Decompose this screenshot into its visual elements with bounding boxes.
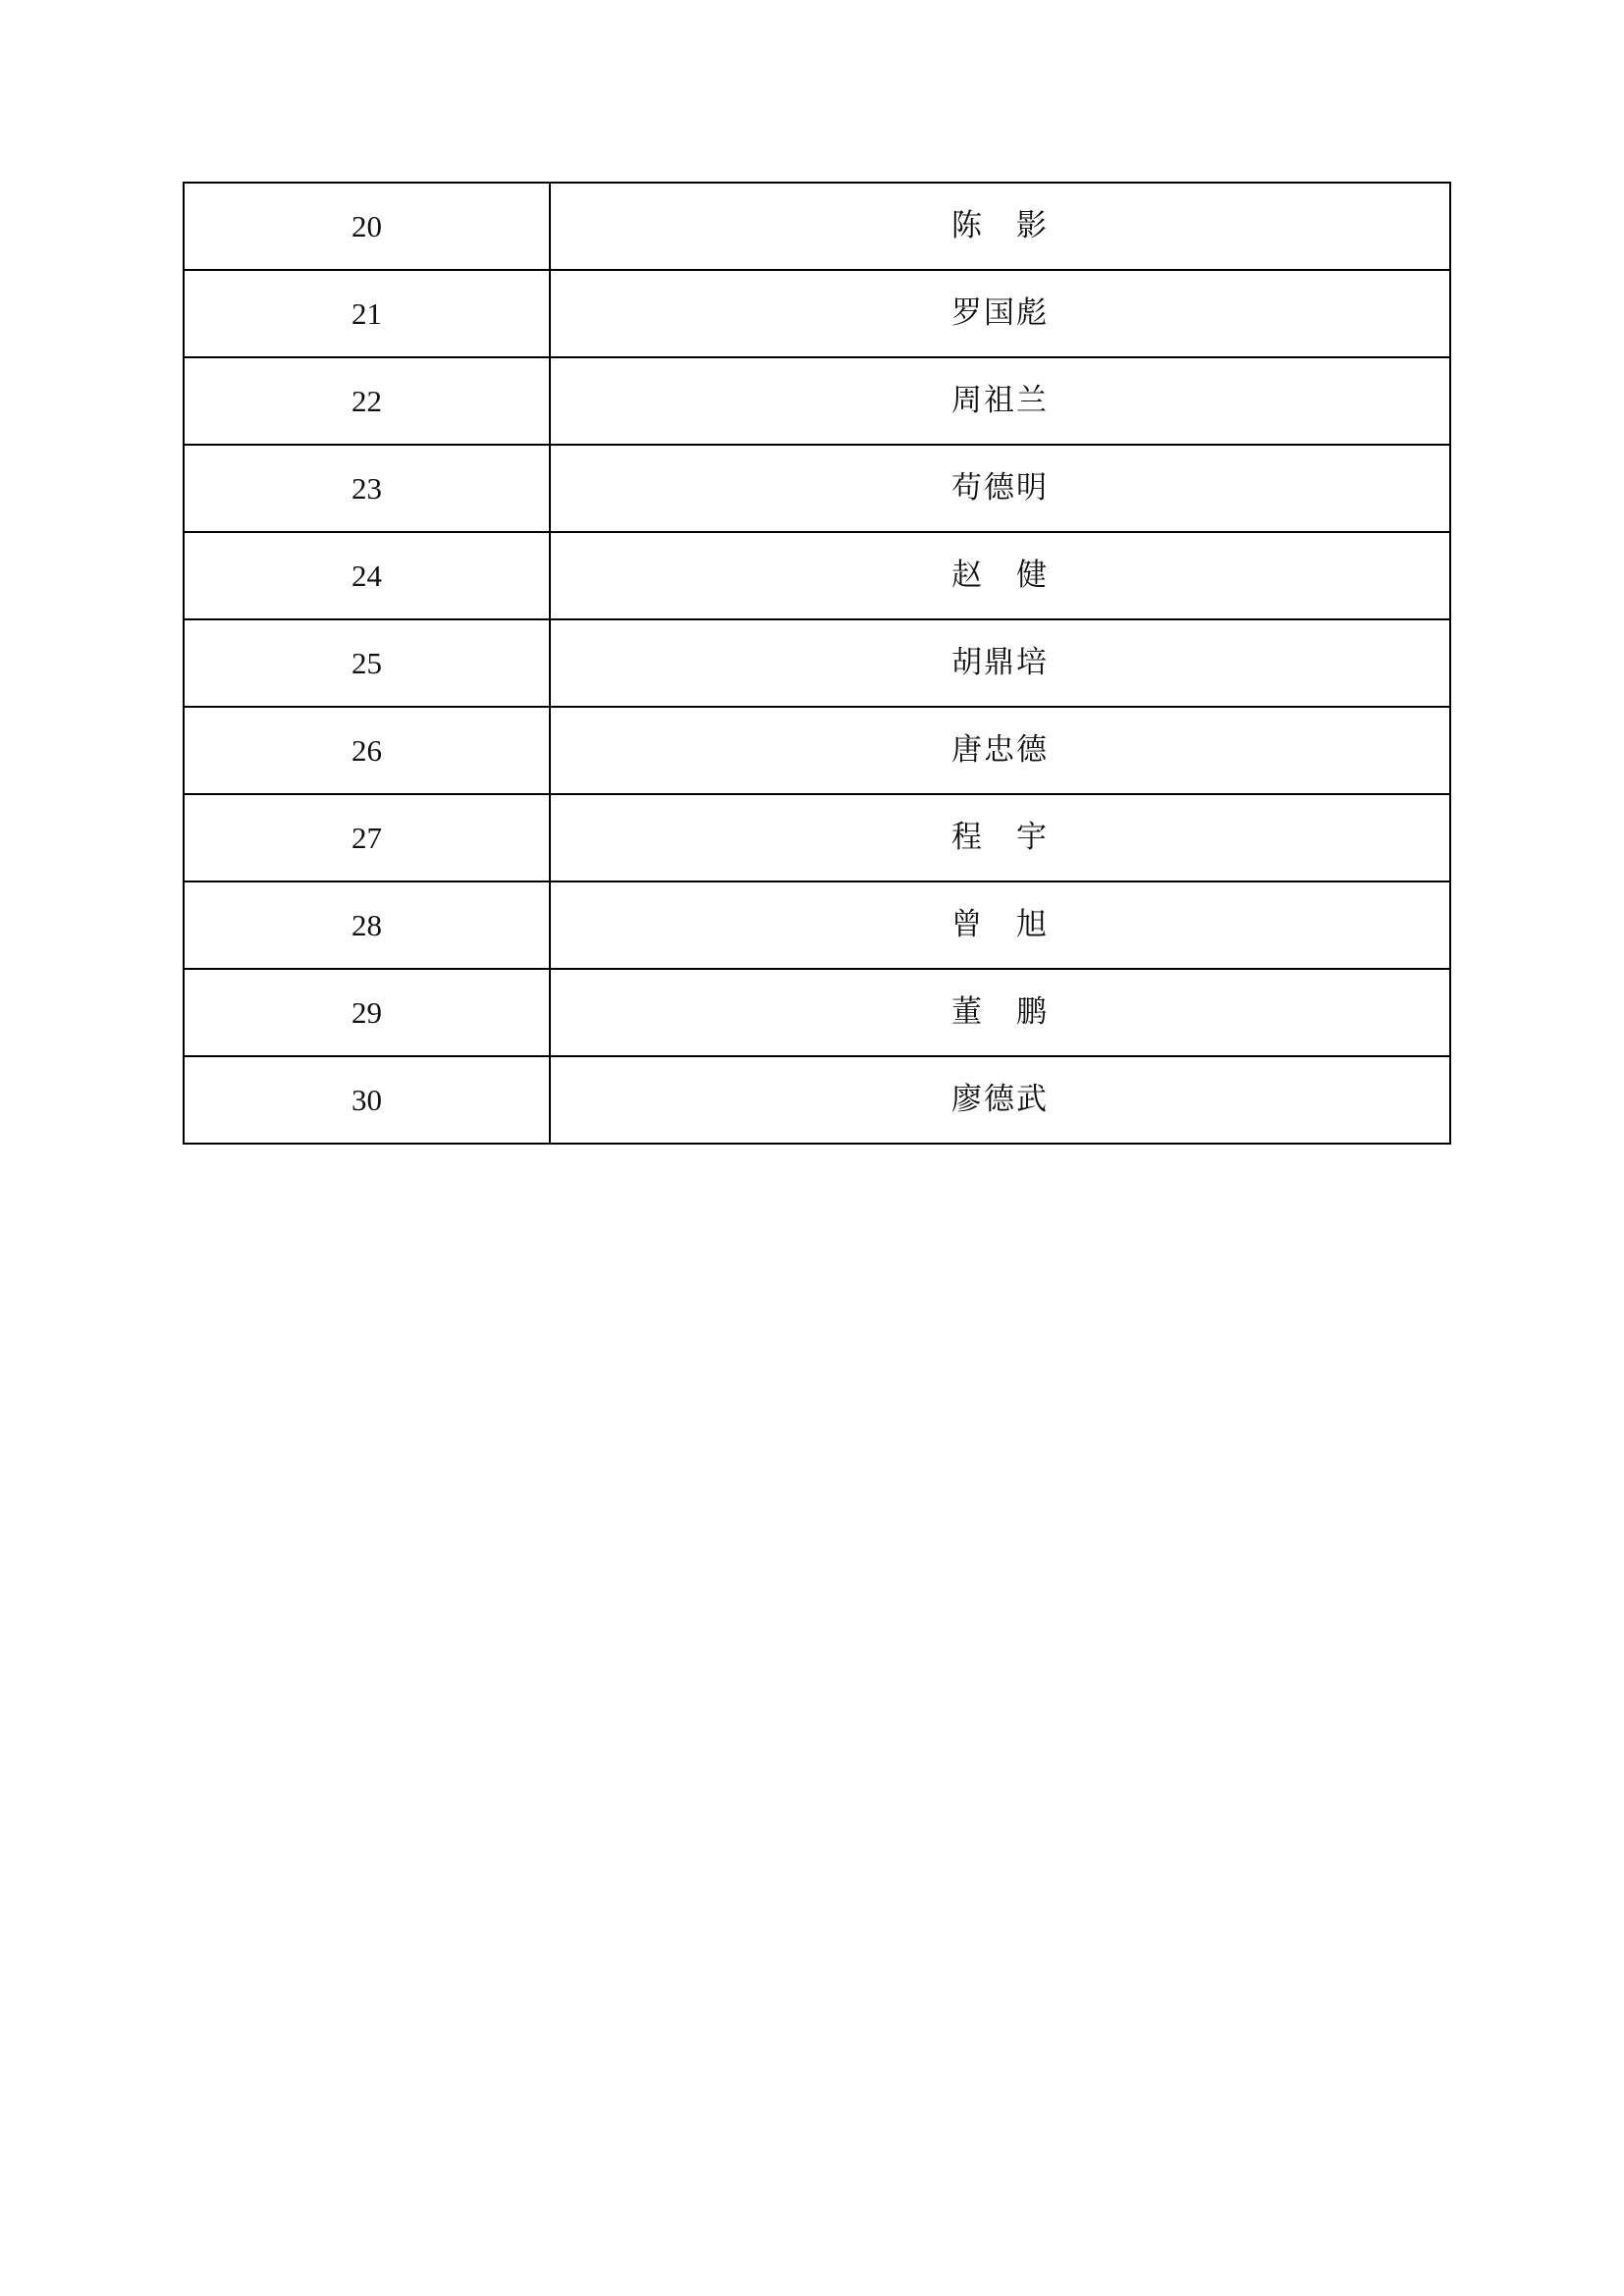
person-name-cell: 赵 健 <box>550 532 1450 619</box>
name-list-table <box>183 182 1451 1145</box>
table-row <box>184 707 1450 794</box>
row-number-cell: 21 <box>184 270 550 357</box>
person-name-cell: 廖德武 <box>550 1056 1450 1144</box>
person-name-cell: 陈 影 <box>550 183 1450 270</box>
row-number-cell: 25 <box>184 619 550 707</box>
row-number-cell: 26 <box>184 707 550 794</box>
row-number-cell: 20 <box>184 183 550 270</box>
person-name-cell: 苟德明 <box>550 445 1450 532</box>
row-number-cell: 24 <box>184 532 550 619</box>
row-number-cell: 28 <box>184 881 550 969</box>
person-name-cell: 程 宇 <box>550 794 1450 881</box>
person-name-cell: 唐忠德 <box>550 707 1450 794</box>
row-number-cell: 30 <box>184 1056 550 1144</box>
person-name-cell: 罗国彪 <box>550 270 1450 357</box>
row-number-cell: 23 <box>184 445 550 532</box>
row-number-cell: 22 <box>184 357 550 445</box>
table-row <box>184 794 1450 881</box>
table-row <box>184 969 1450 1056</box>
table-row <box>184 881 1450 969</box>
table-row <box>184 1056 1450 1144</box>
table-row <box>184 357 1450 445</box>
table-row <box>184 183 1450 270</box>
person-name-cell: 曾 旭 <box>550 881 1450 969</box>
row-number-cell: 29 <box>184 969 550 1056</box>
table-row <box>184 445 1450 532</box>
row-number-cell: 27 <box>184 794 550 881</box>
table-body <box>184 183 1450 1144</box>
person-name-cell: 董 鹏 <box>550 969 1450 1056</box>
table-row <box>184 619 1450 707</box>
table-row <box>184 270 1450 357</box>
person-name-cell: 胡鼎培 <box>550 619 1450 707</box>
table-row <box>184 532 1450 619</box>
person-name-cell: 周祖兰 <box>550 357 1450 445</box>
